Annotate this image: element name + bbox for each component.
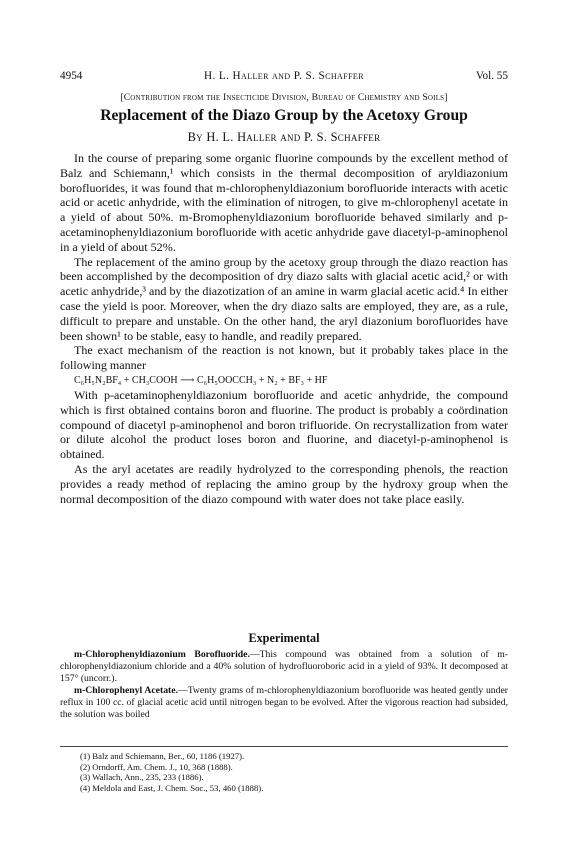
volume-label: Vol. 55 (475, 70, 508, 82)
experimental-text: —This compound was obtained from a solution of m-chlorophenyldiazonium chloride and a 40% solution of hydrofluoroboric acid in a yield of 93%. It decomposed at 157° (uncorr.). (60, 649, 508, 685)
contribution-line: [Contribution from the Insecticide Division, Bureau of Chemistry and Soils] (120, 92, 448, 103)
paragraph: The replacement of the amino group by the acetoxy group through the diazo reaction has been accomplished by the decomposition of dry diazo salts with glacial acetic acid,² or with acetic anhydride,³ and by the diazotization of an amine in warm glacial acetic acid.⁴ In either case the yield is poor. Moreover, when the dry diazo salts are employed, they are, as a rule, difficult to prepare and unstable. On the other hand, the aryl diazonium borofluorides have been shown¹ to be stable, easy to handle, and readily prepared. (60, 254, 508, 343)
header-authors: H. L. Haller and P. S. Schaffer (204, 70, 364, 82)
article-title: Replacement of the Diazo Group by the Acetoxy Group (100, 107, 468, 124)
page-number: 4954 (60, 70, 83, 82)
footnote: (1) Balz and Schiemann, Ber., 60, 1186 (1927). (80, 751, 245, 761)
paragraph: As the aryl acetates are readily hydrolyzed to the corresponding phenols, the reaction provides a ready method of replacing the amino group by the hydroxy group when the normal decomposition of the diazo compound with water does not take place easily. (60, 461, 508, 506)
article-body (60, 151, 508, 506)
paragraph: In the course of preparing some organic fluorine compounds by the excellent method of Balz and Schiemann,¹ which consists in the thermal decomposition of aryldiazonium borofluorides, it was found that m-chlorophenyldiazonium borofluoride interacts with acetic acid or acetic anhydride, with the elimination of nitrogen, to give m-chlorophenyl acetate in a yield of about 50%. m-Bromophenyldiazonium borofluoride behaved similarly and p-acetaminophenyldiazonium borofluoride with acetic anhydride gave diacetyl-p-aminophenol in a yield of about 52%. (60, 151, 508, 254)
footnotes (80, 751, 263, 793)
running-header (60, 70, 508, 84)
footnote: (2) Orndorff, Am. Chem. J., 10, 368 (1888). (80, 761, 233, 772)
footnote-divider (60, 746, 508, 747)
experimental-paragraph (60, 649, 508, 685)
paragraph: The exact mechanism of the reaction is not known, but it probably takes place in the following manner (60, 343, 508, 373)
byline: By H. L. Haller and P. S. Schaffer (187, 130, 381, 144)
paragraph: With p-acetaminophenyldiazonium borofluoride and acetic anhydride, the compound which is first obtained contains boron and fluorine. The product is probably a coördination compound of diacetyl p-aminophenol and boron trifluoride. On recrystallization from water or dilute alcohol the product loses boron and fluorine, and diacetyl-p-aminophenol is obtained. (60, 387, 508, 462)
experimental-paragraph (60, 685, 508, 721)
footnote: (3) Wallach, Ann., 235, 233 (1886). (80, 772, 204, 783)
compound-label: m-Chlorophenyl Acetate. (74, 685, 178, 697)
reaction-equation: C₆H₅N₂BF₄ + CH₃COOH ⟶ C₆H₅OOCCH₃ + N₂ + BF₃ + HF (74, 374, 328, 386)
experimental-section (60, 649, 508, 722)
experimental-text: —Twenty grams of m-chlorophenyldiazonium borofluoride was heated gently under reflux in 100 cc. of glacial acetic acid until nitrogen began to be evolved. After the vigorous reaction had subsided, the solution was boiled (60, 685, 509, 721)
experimental-heading: Experimental (248, 631, 320, 645)
compound-label: m-Chlorophenyldiazonium Borofluoride. (74, 649, 250, 660)
footnote: (4) Meldola and East, J. Chem. Soc., 53, 460 (1888). (80, 782, 264, 793)
